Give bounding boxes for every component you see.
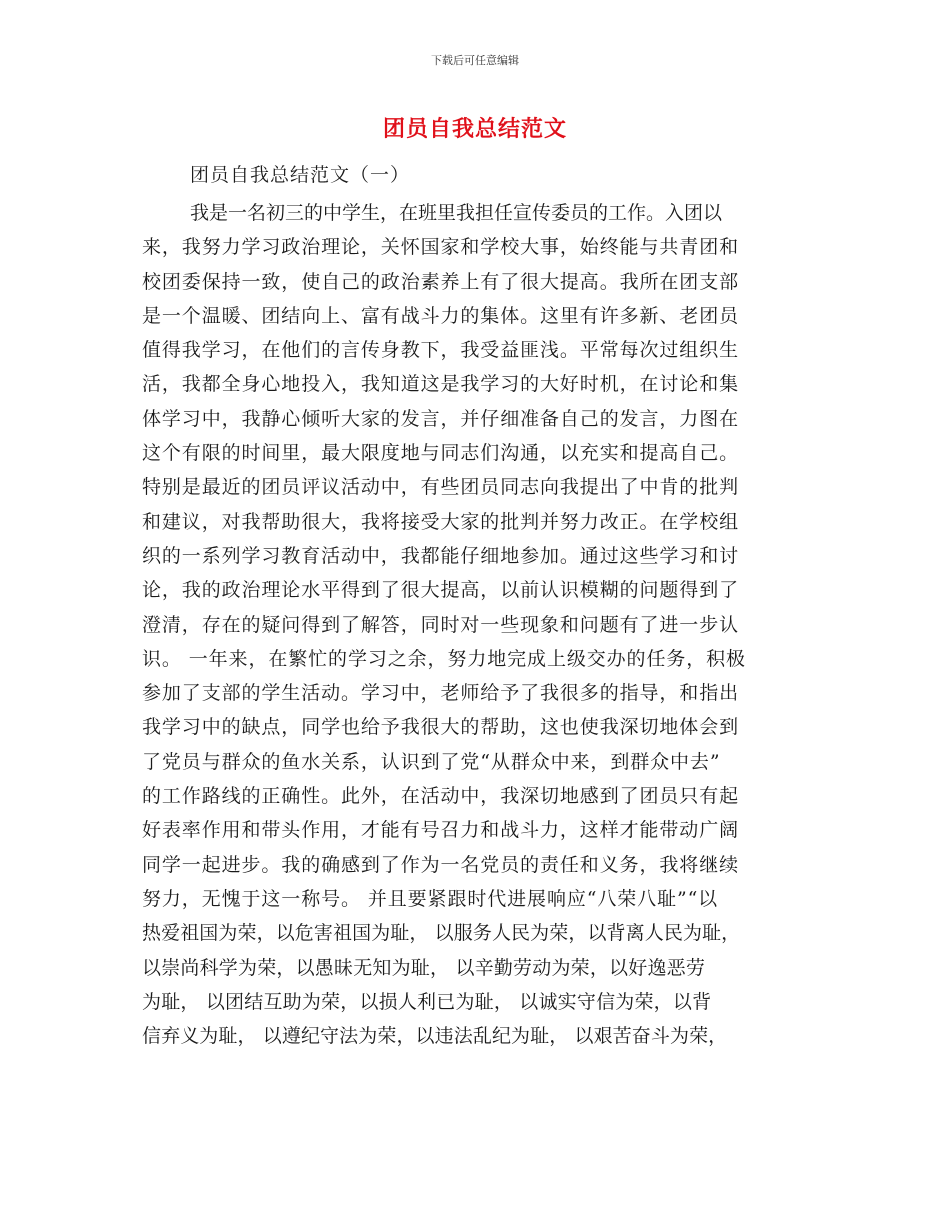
body-line: 织的一系列学习教育活动中，我都能仔细地参加。通过这些学习和讨 [142, 544, 740, 567]
body-line: 为耻， 以团结互助为荣，以损人利已为耻， 以诚实守信为荣，以背 [142, 990, 712, 1013]
body-line: 我学习中的缺点，同学也给予我很大的帮助，这也使我深切地体会到 [142, 716, 740, 739]
body-line: 来，我努力学习政治理论，关怀国家和学校大事，始终能与共青团和 [142, 236, 740, 259]
document-title: 团员自我总结范文 [382, 117, 567, 142]
document-body [142, 196, 814, 1053]
body-line: 同学一起进步。我的确感到了作为一名党员的责任和义务，我将继续 [142, 853, 740, 876]
body-line: 信弃义为耻， 以遵纪守法为荣，以违法乱纪为耻， 以艰苦奋斗为荣， [142, 1025, 728, 1048]
body-line: 这个有限的时间里，最大限度地与同志们沟通，以充实和提高自己。 [142, 442, 740, 465]
body-line: 和建议，对我帮助很大，我将接受大家的批判并努力改正。在学校组 [142, 510, 740, 533]
body-line: 值得我学习，在他们的言传身教下，我受益匪浅。平常每次过组织生 [142, 339, 740, 362]
body-line: 热爱祖国为荣，以危害祖国为耻， 以服务人民为荣，以背离人民为耻， [142, 922, 741, 945]
body-line: 澄清，存在的疑问得到了解答，同时对一些现象和问题有了进一步认 [142, 613, 740, 636]
body-line: 特别是最近的团员评议活动中，有些团员同志向我提出了中肯的批判 [142, 476, 740, 499]
header-note: 下载后可任意编辑 [431, 54, 519, 67]
body-line: 活，我都全身心地投入，我知道这是我学习的大好时机，在讨论和集 [142, 373, 740, 396]
body-line: 识。 一年来，在繁忙的学习之余，努力地完成上级交办的任务，积极 [142, 647, 746, 670]
body-line: 体学习中，我静心倾听大家的发言，并仔细准备自己的发言，力图在 [142, 407, 740, 430]
body-line: 努力，无愧于这一称号。 并且要紧跟时代进展响应“八荣八耻”“以 [142, 887, 719, 910]
body-line: 是一个温暖、团结向上、富有战斗力的集体。这里有许多新、老团员 [142, 304, 740, 327]
body-line: 以崇尚科学为荣，以愚昧无知为耻， 以辛勤劳动为荣，以好逸恶劳 [142, 956, 706, 979]
body-line: 好表率作用和带头作用，才能有号召力和战斗力，这样才能带动广阔 [142, 819, 740, 842]
section-heading: 团员自我总结范文（一） [190, 164, 411, 186]
body-line: 论，我的政治理论水平得到了很大提高，以前认识模糊的问题得到了 [142, 579, 740, 602]
body-line: 参加了支部的学生活动。学习中，老师给予了我很多的指导，和指出 [142, 682, 740, 705]
body-line: 我是一名初三的中学生，在班里我担任宣传委员的工作。入团以 [190, 202, 723, 224]
body-line: 了党员与群众的鱼水关系，认识到了党“从群众中来，到群众中去” [142, 750, 721, 773]
body-line: 校团委保持一致，使自己的政治素养上有了很大提高。我所在团支部 [142, 270, 740, 293]
body-line: 的工作路线的正确性。此外，在活动中，我深切地感到了团员只有起 [142, 785, 740, 808]
